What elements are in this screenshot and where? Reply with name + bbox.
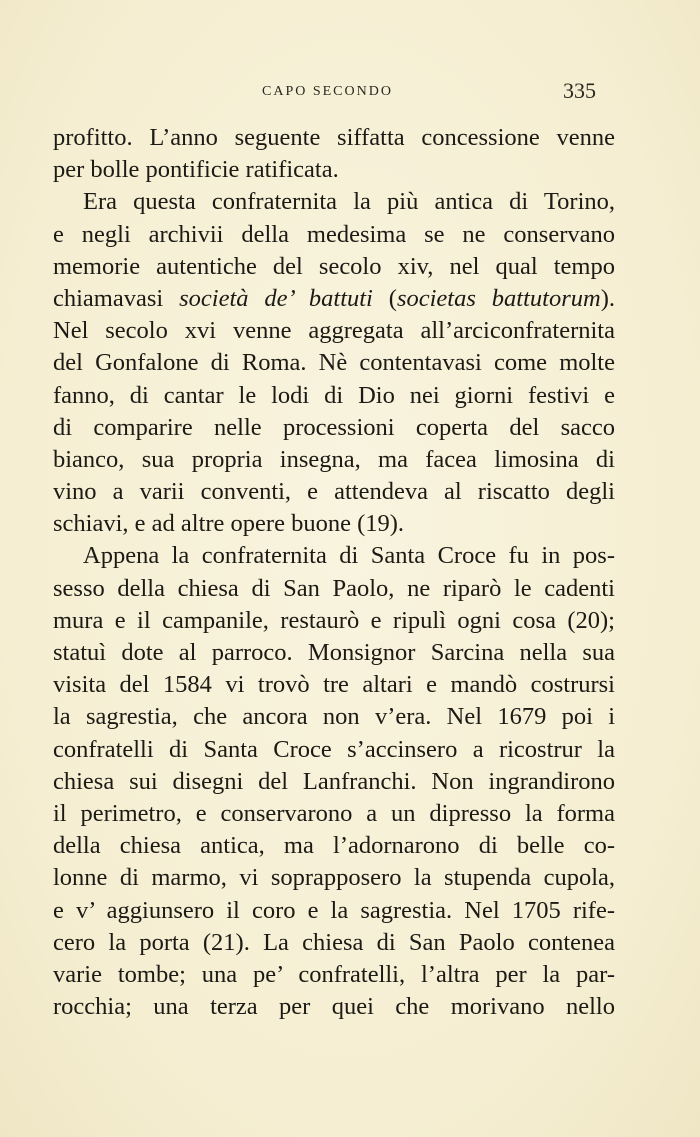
text-line: per bolle pontificie ratificata. [53,156,339,184]
text-line: visita del 1584 vi trovò tre altari e mandò costrursi [53,671,615,699]
text-line: di comparire nelle processioni coperta del sacco [53,413,615,441]
text-line: statuì dote al parroco. Monsignor Sarcina nella sua [53,639,615,666]
text-line: cero la porta (21). La chiesa di San Paolo contenea [53,928,615,956]
text-line: della chiesa antica, ma l’adornarono di belle co- [53,832,615,860]
text-line: chiesa sui disegni del Lanfranchi. Non ingrandirono [53,767,615,795]
text-line: il perimetro, e conservarono a un dipresso la forma [53,799,615,827]
text-line: confratelli di Santa Croce s’accinsero a ricostrur la [53,735,615,763]
text-line: fanno, di cantar le lodi di Dio nei giorni festivi e [53,381,615,409]
text-line: Nel secolo xvi venne aggregata all’arciconfraternita [53,317,615,345]
text-line: e v’ aggiunsero il coro e la sagrestia. Nel 1705 rife- [53,896,615,924]
text-line: bianco, sua propria insegna, ma facea limosina di [53,445,615,473]
text-line: e negli archivii della medesima se ne conservano [53,220,615,248]
text-line: sesso della chiesa di San Paolo, ne riparò le cadenti [53,574,615,602]
text-line: del Gonfalone di Roma. Nè contentavasi come molte [53,349,615,377]
text-line: Appena la confraternita di Santa Croce fu in pos- [83,542,615,570]
text-line: mura e il campanile, restaurò e ripulì ogni cosa (20); [53,606,615,634]
page-header [0,78,700,112]
running-head: CAPO SECONDO [262,84,393,99]
text-line: la sagrestia, che ancora non v’era. Nel 1679 poi i [53,703,615,731]
text-line: lonne di marmo, vi soprapposero la stupenda cupola, [53,864,615,892]
text-line: chiamavasi società de’ battuti (societas battutorum). [53,284,615,312]
text-line: schiavi, e ad altre opere buone (19). [53,510,405,538]
text-line: vino a varii conventi, e attendeva al riscatto degli [53,478,615,506]
text-line: Era questa confraternita la più antica di Torino, [83,188,615,216]
text-line: memorie autentiche del secolo xiv, nel qual tempo [53,252,615,280]
body-text [53,122,615,1023]
text-line: profitto. L’anno seguente siffatta concessione venne [53,124,615,151]
text-line: rocchia; una terza per quei che morivano nello [53,993,615,1021]
text-line: varie tombe; una pe’ confratelli, l’altra per la par- [53,960,615,988]
page-number: 335 [563,78,596,103]
